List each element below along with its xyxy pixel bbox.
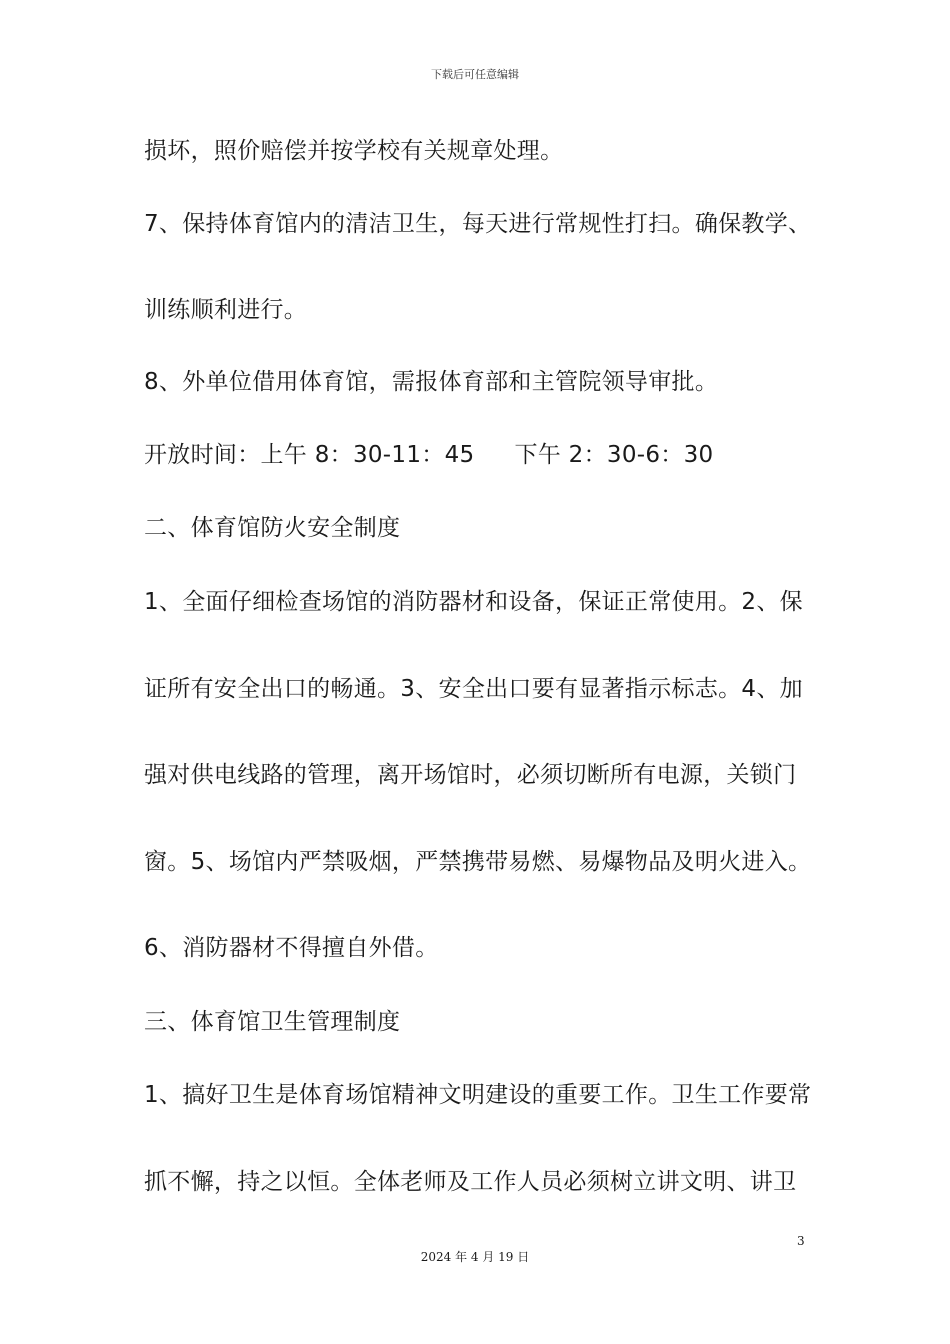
footer-date: 2024 年 4 月 19 日 (420, 1250, 530, 1264)
page-header: 下载后可任意编辑 (431, 68, 519, 81)
opening-hours-line (144, 440, 713, 470)
page-number: 3 (797, 1234, 805, 1248)
text-line: 7、保持体育馆内的清洁卫生，每天进行常规性打扫。确保教学、 (144, 211, 812, 237)
text-line: 训练顺利进行。 (144, 297, 308, 323)
text-line: 1、全面仔细检查场馆的消防器材和设备，保证正常使用。2、保 (144, 589, 803, 615)
section-heading: 二、体育馆防火安全制度 (144, 515, 401, 541)
text-line: 窗。5、场馆内严禁吸烟，严禁携带易燃、易爆物品及明火进入。 (144, 849, 812, 875)
text-line: 抓不懈，持之以恒。全体老师及工作人员必须树立讲文明、讲卫 (144, 1169, 797, 1195)
opening-hours-afternoon: 下午 2：30-6：30 (514, 442, 714, 468)
text-line: 证所有安全出口的畅通。3、安全出口要有显著指示标志。4、加 (144, 676, 803, 702)
text-line: 1、搞好卫生是体育场馆精神文明建设的重要工作。卫生工作要常 (144, 1082, 812, 1108)
text-line: 6、消防器材不得擅自外借。 (144, 935, 439, 961)
text-line: 损坏，照价赔偿并按学校有关规章处理。 (144, 138, 564, 164)
text-line: 8、外单位借用体育馆，需报体育部和主管院领导审批。 (144, 369, 719, 395)
opening-hours-morning: 开放时间：上午 8：30-11：45 (144, 442, 475, 468)
section-heading: 三、体育馆卫生管理制度 (144, 1009, 401, 1035)
text-line: 强对供电线路的管理，离开场馆时，必须切断所有电源，关锁门 (144, 762, 797, 788)
